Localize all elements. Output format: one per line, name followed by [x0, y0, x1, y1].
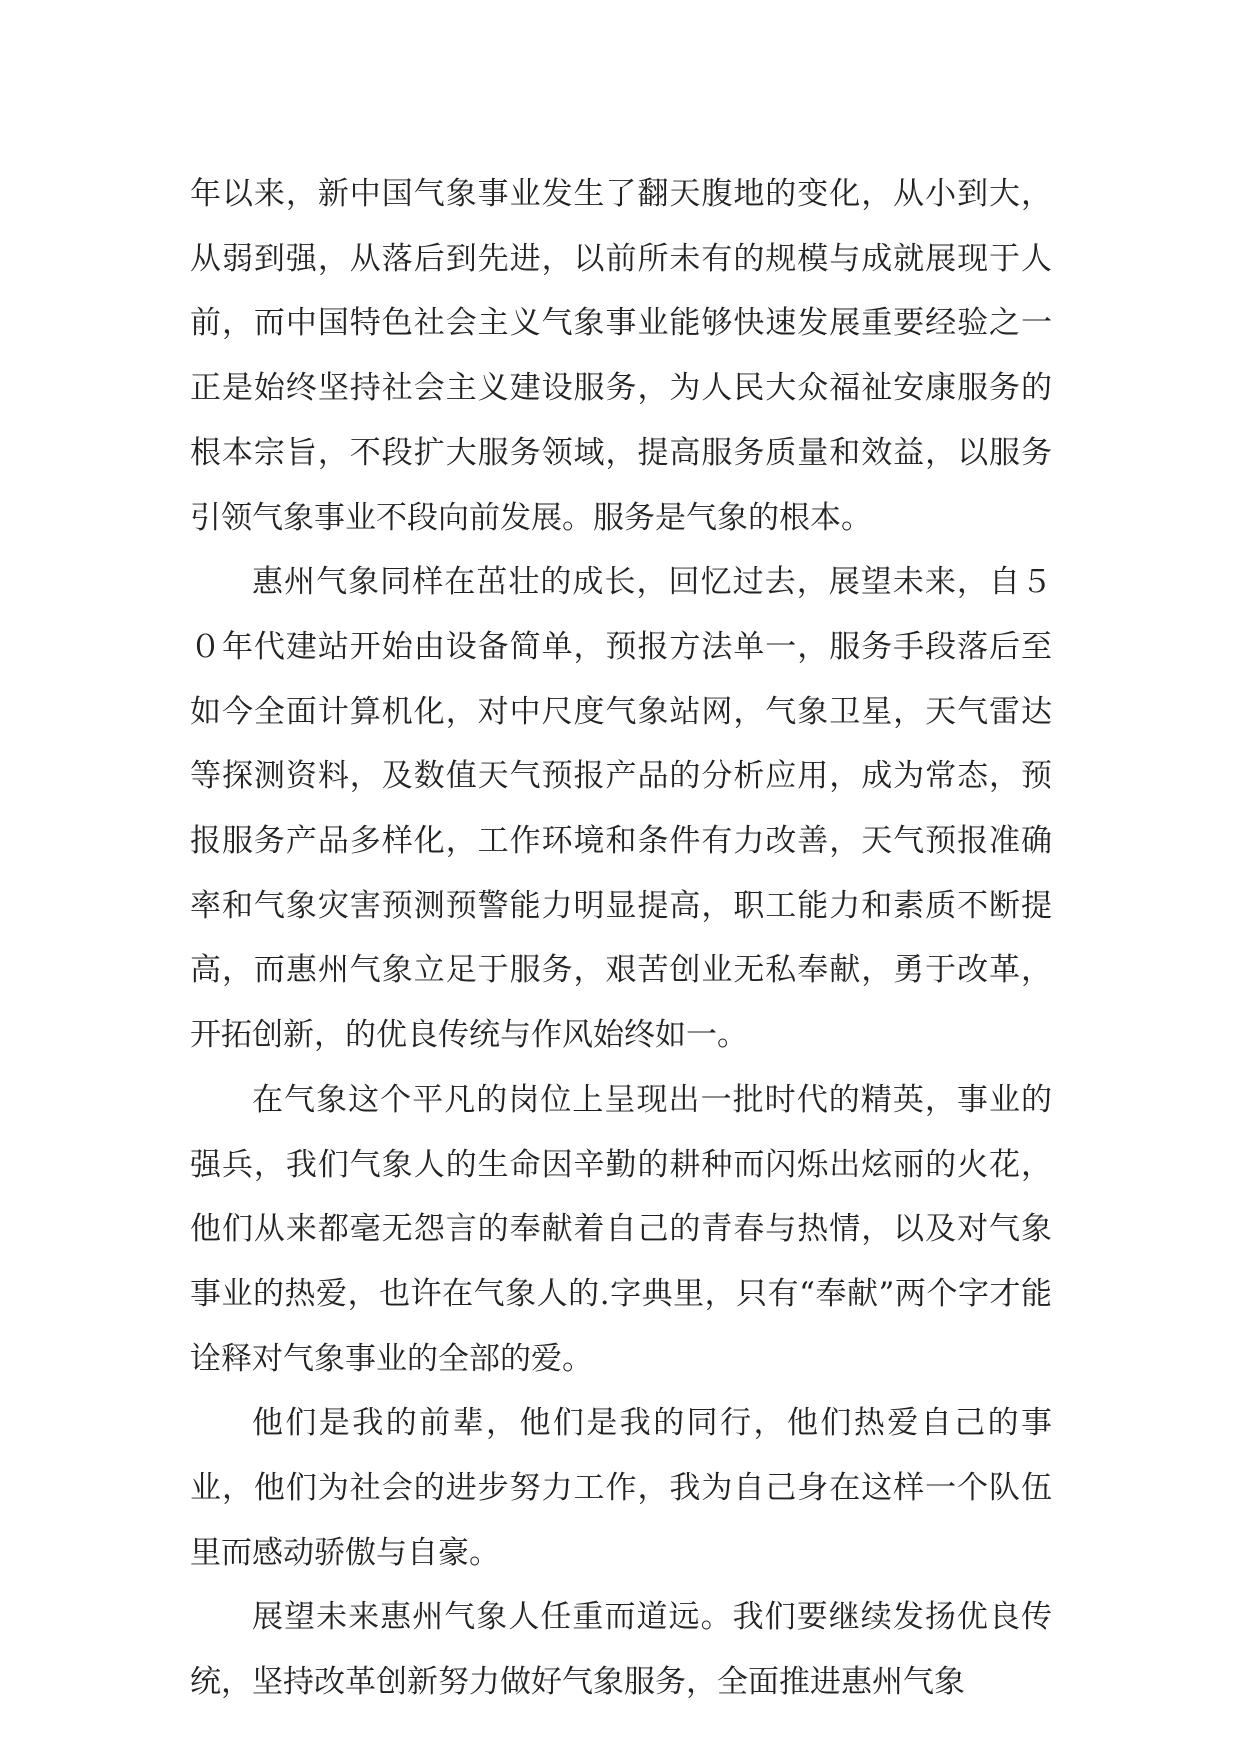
document-body: [190, 162, 1052, 1715]
paragraph: 在气象这个平凡的岗位上呈现出一批时代的精英，事业的强兵，我们气象人的生命因辛勤的耕种而闪烁出炫丽的火花，他们从来都毫无怨言的奉献着自己的青春与热情，以及对气象事业的热爱，也许在气象人的.字典里，只有“奉献”两个字才能诠释对气象事业的全部的爱。: [190, 1081, 1052, 1377]
paragraph: 惠州气象同样在茁壮的成长，回忆过去，展望未来，自５０年代建站开始由设备简单，预报方法单一，服务手段落后至如今全面计算机化，对中尺度气象站网，气象卫星，天气雷达等探测资料，及数值天气预报产品的分析应用，成为常态，预报服务产品多样化，工作环境和条件有力改善，天气预报准确率和气象灾害预测预警能力明显提高，职工能力和素质不断提高，而惠州气象立足于服务，艰苦创业无私奉献，勇于改革，开拓创新，的优良传统与作风始终如一。: [190, 564, 1052, 1054]
paragraph: 年以来，新中国气象事业发生了翻天腹地的变化，从小到大，从弱到强，从落后到先进，以前所未有的规模与成就展现于人前，而中国特色社会主义气象事业能够快速发展重要经验之一正是始终坚持社会主义建设服务，为人民大众福祉安康服务的根本宗旨，不段扩大服务领域，提高服务质量和效益，以服务引领气象事业不段向前发展。服务是气象的根本。: [190, 176, 1052, 536]
paragraph: 展望未来惠州气象人任重而道远。我们要继续发扬优良传统，坚持改革创新努力做好气象服务，全面推进惠州气象: [190, 1599, 1052, 1701]
paragraph: 他们是我的前辈，他们是我的同行，他们热爱自己的事业，他们为社会的进步努力工作，我为自己身在这样一个队伍里而感动骄傲与自豪。: [190, 1405, 1052, 1571]
